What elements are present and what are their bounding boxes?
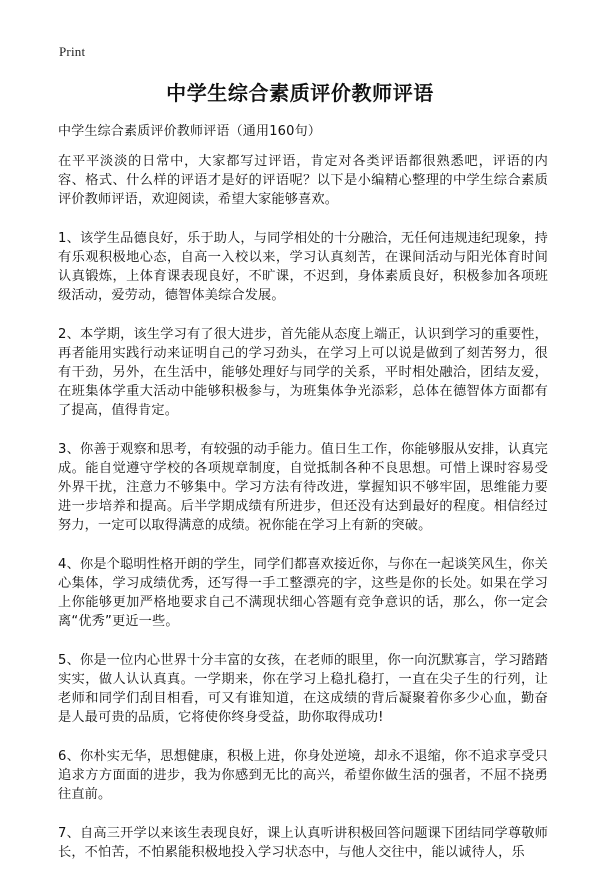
comment-paragraph-4: 4、你是个聪明性格开朗的学生，同学们都喜欢接近你，与你在一起谈笑风生，你关心集体，学习成绩优秀，还写得一手工整漂亮的字，这些是你的长处。如果在学习上你能够更加严格地要求自己不满现状细心答题有竞争意识的话，那么，你一定会离“优秀”更近一些。 xyxy=(58,557,548,629)
document-subtitle: 中学生综合素质评价教师评语（通用160句） xyxy=(58,124,322,139)
comment-paragraph-1: 1、该学生品德良好，乐于助人，与同学相处的十分融洽，无任何违规违纪现象，持有乐观积极地心态，自高一入校以来，学习认真刻苦，在课间活动与阳光体育时间认真锻炼，上体育课表现良好，不旷课，不迟到，身体素质良好，积极参加各项班级活动，爱劳动，德智体美综合发展。 xyxy=(58,231,548,303)
page-title: 中学生综合素质评价教师评语 xyxy=(166,81,434,105)
comment-paragraph-2: 2、本学期，该生学习有了很大进步，首先能从态度上端正，认识到学习的重要性，再者能用实践行动来证明自己的学习劲头，在学习上可以说是做到了刻苦努力，很有干劲，另外，在生活中，能够处理好与同学的关系，平时相处融洽，团结友爱，在班集体学重大活动中能够积极参与，为班集体争光添彩，总体在德智体方面都有了提高，值得肯定。 xyxy=(58,327,548,418)
comment-paragraph-3: 3、你善于观察和思考，有较强的动手能力。值日生工作，你能够服从安排，认真完成。能自觉遵守学校的各项规章制度，自觉抵制各种不良思想。可惜上课时容易受外界干扰，注意力不够集中。学习方法有待改进，掌握知识不够牢固，思维能力要进一步培养和提高。后半学期成绩有所进步，但还没有达到最好的程度。相信经过努力，一定可以取得满意的成绩。祝你能在学习上有新的突破。 xyxy=(58,442,548,533)
print-link[interactable]: Print xyxy=(59,44,86,59)
document-body xyxy=(58,152,548,882)
comment-paragraph-7: 7、自高三开学以来该生表现良好，课上认真听讲积极回答问题课下团结同学尊敬师长，不怕苦，不怕累能积极地投入学习状态中，与他人交往中，能以诚待人，乐 xyxy=(58,826,548,860)
comment-paragraph-6: 6、你朴实无华，思想健康，积极上进，你身处逆境，却永不退缩，你不追求享受只追求方方面面的进步，我为你感到无比的高兴，希望你做生活的强者，不屈不挠勇往直前。 xyxy=(58,749,548,802)
intro-paragraph: 在平平淡淡的日常中，大家都写过评语，肯定对各类评语都很熟悉吧，评语的内容、格式、什么样的评语才是好的评语呢？以下是小编精心整理的中学生综合素质评价教师评语，欢迎阅读，希望大家能够喜欢。 xyxy=(58,154,548,207)
comment-paragraph-5: 5、你是一位内心世界十分丰富的女孩，在老师的眼里，你一向沉默寡言，学习踏踏实实，做人认认真真。一学期来，你在学习上稳扎稳打，一直在尖子生的行列，让老师和同学们刮目相看，可又有谁知道，在这成绩的背后凝聚着你多少心血，勤奋是人最可贵的品质，它将使你终身受益，助你取得成功! xyxy=(58,653,548,725)
